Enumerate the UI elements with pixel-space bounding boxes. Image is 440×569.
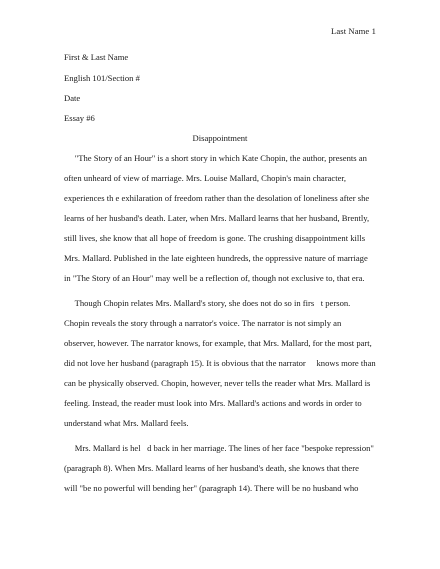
date-line: Date	[64, 93, 81, 103]
body-line: did not love her husband (paragraph 15). It is obvious that the narrator knows more than	[64, 358, 376, 368]
body-line: still lives, she know that all hope of freedom is gone. The crushing disappointment kills	[64, 233, 366, 243]
body-line: Mrs. Mallard is hel d back in her marriage. The lines of her face "bespoke repression"	[64, 443, 374, 453]
body-line: observer, however. The narrator knows, for example, that Mrs. Mallard, for the most part,	[64, 338, 372, 348]
body-line: (paragraph 8). When Mrs. Mallard learns of her husband's death, she knows that there	[64, 463, 359, 473]
body-line: feeling. Instead, the reader must look into Mrs. Mallard's actions and words in order to	[64, 398, 362, 408]
body-line: can be physically observed. Chopin, however, never tells the reader what Mrs. Mallard is	[64, 378, 371, 388]
body-line: understand what Mrs. Mallard feels.	[64, 418, 189, 428]
body-line: Mrs. Mallard. Published in the late eighteen hundreds, the oppressive nature of marriage	[64, 253, 368, 263]
course-line: English 101/Section #	[64, 73, 140, 83]
body-line: will "be no powerful will bending her" (paragraph 14). There will be no husband who	[64, 483, 359, 493]
running-head: Last Name 1	[330, 26, 376, 36]
body-line: often unheard of view of marriage. Mrs. Louise Mallard, Chopin's main character,	[64, 173, 347, 183]
body-line: in "The Story of an Hour" may well be a reflection of, though not exclusive to, that era.	[64, 273, 365, 283]
author-line: First & Last Name	[64, 52, 129, 62]
body-line: Chopin reveals the story through a narrator's voice. The narrator is not simply an	[64, 318, 342, 328]
essay-title: Disappointment	[192, 133, 248, 143]
essay-line: Essay #6	[64, 113, 95, 123]
body-line: "The Story of an Hour" is a short story in which Kate Chopin, the author, presents an	[64, 153, 367, 163]
body-line: learns of her husband's death. Later, when Mrs. Mallard learns that her husband, Brently,	[64, 213, 370, 223]
body-line: Though Chopin relates Mrs. Mallard's story, she does not do so in firs t person.	[64, 298, 351, 308]
body-line: experiences th e exhilaration of freedom rather than the desolation of loneliness after she	[64, 193, 370, 203]
